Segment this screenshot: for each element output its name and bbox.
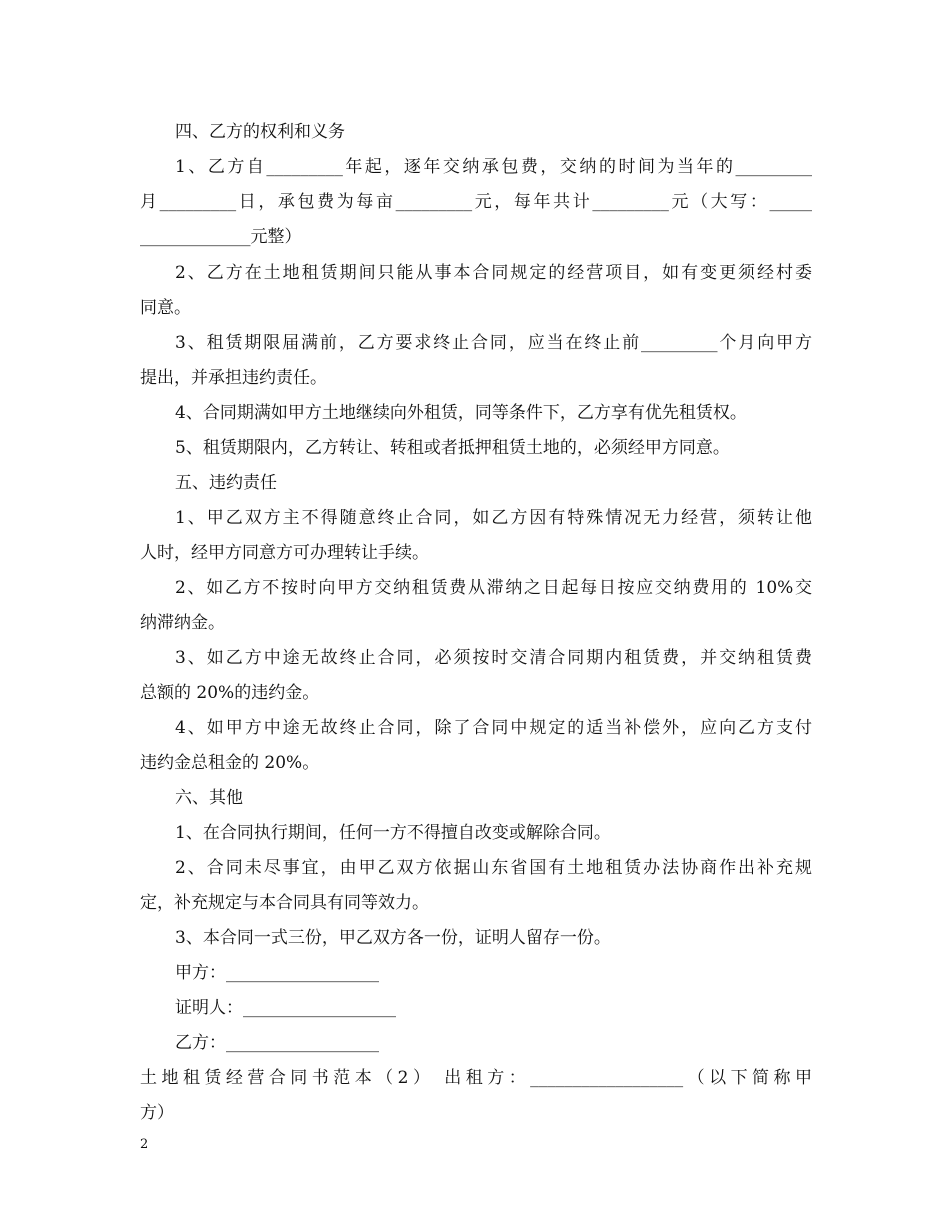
document-line: 提出，并承担违约责任。 (140, 368, 327, 388)
document-line: 3、租赁期限届满前，乙方要求终止合同，应当在终止前_________个月向甲方 (175, 333, 812, 353)
document-line: 五、违约责任 (175, 473, 277, 493)
document-line: 1、甲乙双方主不得随意终止合同，如乙方因有特殊情况无力经营，须转让他 (175, 508, 812, 528)
document-line: 3、如乙方中途无故终止合同，必须按时交清合同期内租赁费，并交纳租赁费 (175, 648, 812, 668)
document-line: 2、如乙方不按时向甲方交纳租赁费从滞纳之日起每日按应交纳费用的 10%交 (175, 578, 812, 598)
document-line: 同意。 (140, 298, 191, 318)
document-line: 证明人：__________________ (175, 998, 396, 1018)
document-line: 4、如甲方中途无故终止合同，除了合同中规定的适当补偿外，应向乙方支付 (175, 718, 812, 738)
document-line: 纳滞纳金。 (140, 613, 225, 633)
page-number: 2 (140, 1137, 149, 1152)
document-line: 甲方：__________________ (175, 963, 379, 983)
document-line: 违约金总租金的 20%。 (140, 753, 320, 773)
document-line: 人时，经甲方同意方可办理转让手续。 (140, 543, 429, 563)
document-line: 总额的 20%的违约金。 (140, 683, 320, 703)
document-line: 3、本合同一式三份，甲乙双方各一份，证明人留存一份。 (175, 928, 611, 948)
document-line: _____________元整） (140, 227, 302, 247)
document-line: 乙方：__________________ (175, 1033, 379, 1053)
document-line: 1、乙方自_________年起，逐年交纳承包费，交纳的时间为当年的_________ (175, 157, 812, 177)
document-line: 1、在合同执行期间，任何一方不得擅自改变或解除合同。 (175, 823, 611, 843)
document-line: 六、其他 (175, 788, 243, 808)
document-line: 土地租赁经营合同书范本（2） 出租方：__________________（以下简称甲 (140, 1068, 812, 1088)
document-line: 2、合同未尽事宜，由甲乙双方依据山东省国有土地租赁办法协商作出补充规 (175, 858, 812, 878)
document-line: 2、乙方在土地租赁期间只能从事本合同规定的经营项目，如有变更须经村委 (175, 263, 812, 283)
document-line: 四、乙方的权利和义务 (175, 122, 345, 142)
document-line: 4、合同期满如甲方土地继续向外租赁，同等条件下，乙方享有优先租赁权。 (175, 403, 747, 423)
document-line: 定，补充规定与本合同具有同等效力。 (140, 893, 429, 913)
document-line: 方） (140, 1103, 174, 1123)
document-line: 月_________日，承包费为每亩_________元，每年共计_________元（大写：_____ (140, 192, 812, 212)
document-line: 5、租赁期限内，乙方转让、转租或者抵押租赁土地的，必须经甲方同意。 (175, 438, 730, 458)
